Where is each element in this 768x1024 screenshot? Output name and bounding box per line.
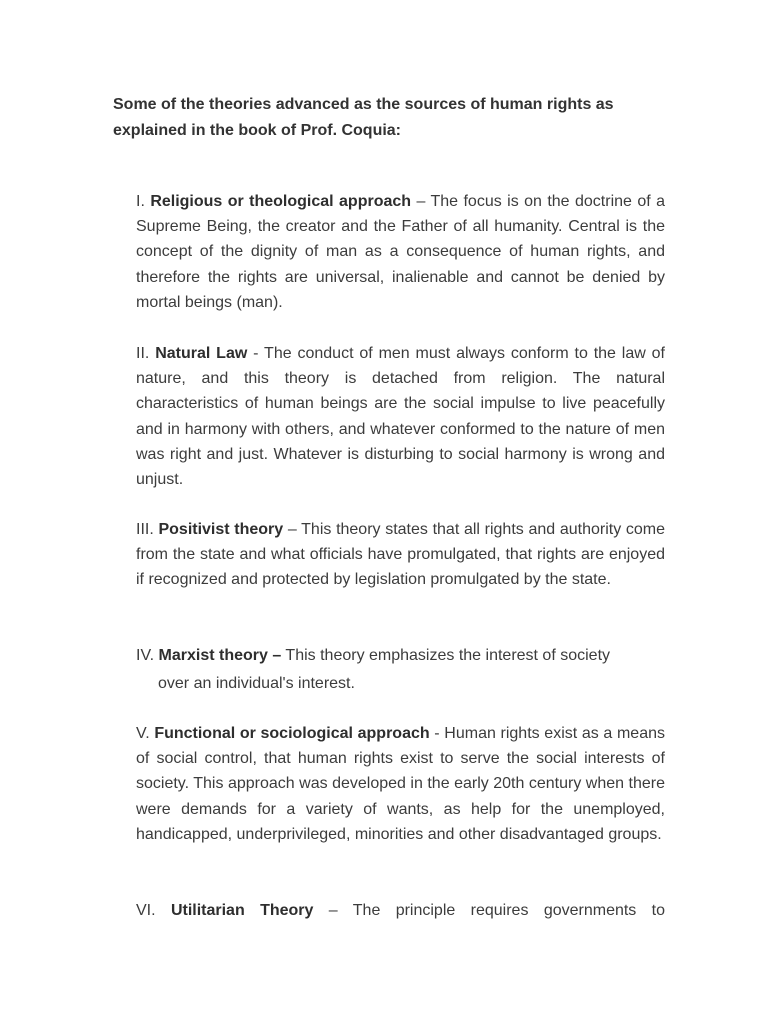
item-title: Positivist theory — [158, 521, 284, 538]
theory-item-functional — [136, 721, 665, 847]
item-title: Functional or sociological approach — [154, 725, 430, 742]
theory-item-natural-law — [136, 341, 665, 492]
item-title: Utilitarian Theory — [170, 902, 314, 919]
item-title: Marxist theory – — [158, 647, 282, 664]
item-numeral: II. — [136, 345, 150, 362]
item-numeral: VI. — [136, 902, 156, 919]
item-title: Natural Law — [155, 345, 248, 362]
item-continuation: over an individual's interest. — [158, 675, 355, 692]
item-text: - The conduct of men must always conform to the law of nature, and this theory is detached from religion. The natural characteristics of human beings are the social impulse to live peacefully and in harmony with others, and whatever conformed to the nature of men was right and just. Whatever is disturbing to social harmony is wrong and unjust. — [136, 345, 666, 489]
theory-item-positivist — [136, 517, 665, 593]
item-text: – The principle requires governments to — [313, 902, 666, 919]
item-numeral: IV. — [136, 647, 155, 664]
item-numeral: V. — [136, 725, 150, 742]
item-text: – This theory states that all rights and authority come from the state and what officials have promulgated, that rights are enjoyed if recognized and protected by legislation promulgated by the state. — [136, 521, 665, 589]
item-numeral: III. — [136, 521, 154, 538]
item-title: Religious or theological approach — [150, 193, 412, 210]
theory-item-utilitarian — [136, 898, 665, 923]
document-heading: Some of the theories advanced as the sources of human rights as explained in the book of Prof. Coquia: — [113, 96, 614, 139]
theory-item-marxist — [136, 642, 676, 698]
item-numeral: I. — [136, 193, 145, 210]
item-text: This theory emphasizes the interest of society — [281, 647, 611, 664]
item-text: – The focus is on the doctrine of a Supreme Being, the creator and the Father of all humanity. Central is the concept of the dignity of man as a consequence of human rights, and therefore the rights are universal, inalienable and cannot be denied by mortal beings (man). — [136, 193, 665, 311]
theory-item-religious — [136, 189, 665, 315]
item-text: - Human rights exist as a means of social control, that human rights exist to serve the social interests of society. This approach was developed in the early 20th century when there were demands for a variety of wants, as help for the unemployed, handicapped, underprivileged, minorities and other disadvantaged groups. — [136, 725, 665, 843]
